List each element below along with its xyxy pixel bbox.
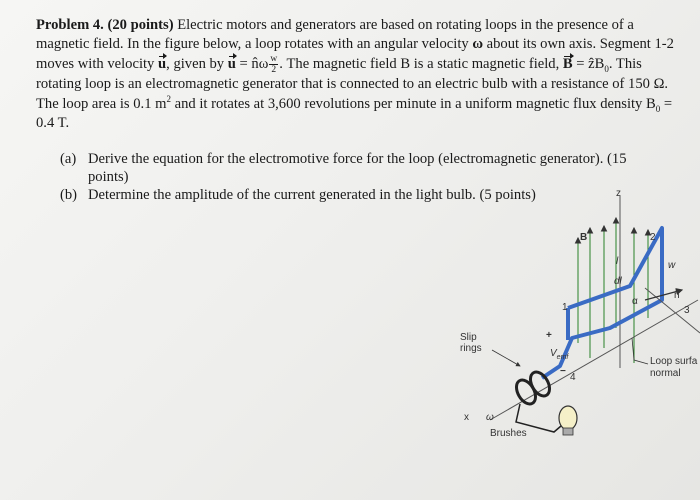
part-label: (b) (60, 187, 78, 203)
velocity-vector: u (228, 55, 236, 74)
length-label: l (616, 256, 619, 267)
z-axis-label: z (616, 188, 621, 199)
fraction-denominator: 2 (271, 65, 277, 76)
alpha-label: α (632, 296, 638, 307)
plus-sign: + (546, 330, 552, 341)
light-bulb-icon (559, 406, 577, 435)
part-label: (a) (60, 151, 77, 167)
part-text: Determine the amplitude of the current generated in the light bulb. (5 points) (88, 187, 536, 203)
text-span: . This rotating loop is an electromagnetic generator that is connected to an electric bulb with a resistance of 150 Ω. The loop area is 0.1 m (36, 56, 669, 112)
x-axis-label: x (464, 412, 469, 423)
normal-symbol: n̂ (674, 290, 680, 301)
field-vector: B (563, 55, 573, 74)
omega-symbol: ω (472, 36, 483, 53)
omega0-label: ω (486, 412, 494, 423)
text-span: = n̂ω (235, 56, 269, 73)
text-span: Electric motors and generators are based on rotating loops in the presence of a magnetic field. In the figure below, a loop rotates with an angular velocity (36, 17, 634, 53)
point-4: 4 (570, 372, 576, 383)
text-span: about its own axis. Segment 1-2 moves with velocity (36, 36, 674, 73)
text-span: = 0.4 T. (36, 95, 673, 131)
emf-subscript: emf (556, 354, 569, 361)
dl-label: dl (614, 276, 622, 287)
loop-normal-label (650, 356, 698, 379)
point-1: 1 (562, 302, 568, 313)
loop-normal-label-2: normal (650, 368, 681, 379)
field-label: B (580, 232, 588, 243)
text-span: , given by (166, 56, 228, 73)
slip-rings-label (460, 332, 482, 354)
problem-heading: Problem 4. (20 points) (36, 17, 174, 33)
emf-v: V (550, 348, 557, 359)
subscript: 0 (655, 103, 661, 114)
slip-rings-label-2: rings (460, 343, 482, 354)
generator-figure (450, 188, 700, 450)
superscript: 2 (166, 93, 171, 104)
point-3: 3 (684, 305, 690, 316)
width-label: w (668, 260, 676, 271)
text-span: = ẑB (572, 56, 605, 73)
fraction-numerator: w (270, 54, 278, 65)
loop-normal-label-1: Loop surfa (650, 356, 698, 367)
problem-paragraph (36, 16, 686, 133)
part-a (60, 150, 660, 186)
subscript: 0 (604, 64, 609, 75)
minus-sign: − (560, 366, 566, 377)
velocity-vector: u (158, 55, 166, 74)
fraction (269, 54, 278, 75)
text-span: . The magnetic field B is a static magnetic field, (279, 56, 563, 73)
brushes-label: Brushes (490, 428, 527, 439)
text-span: and it rotates at 3,600 revolutions per minute in a uniform magnetic flux density B (171, 95, 656, 112)
part-text: Derive the equation for the electromotive force for the loop (electromagnetic generator). (15 points) (88, 151, 627, 185)
slip-rings-label-1: Slip (460, 332, 477, 343)
point-2: 2 (650, 232, 656, 243)
problem-statement (36, 16, 686, 133)
